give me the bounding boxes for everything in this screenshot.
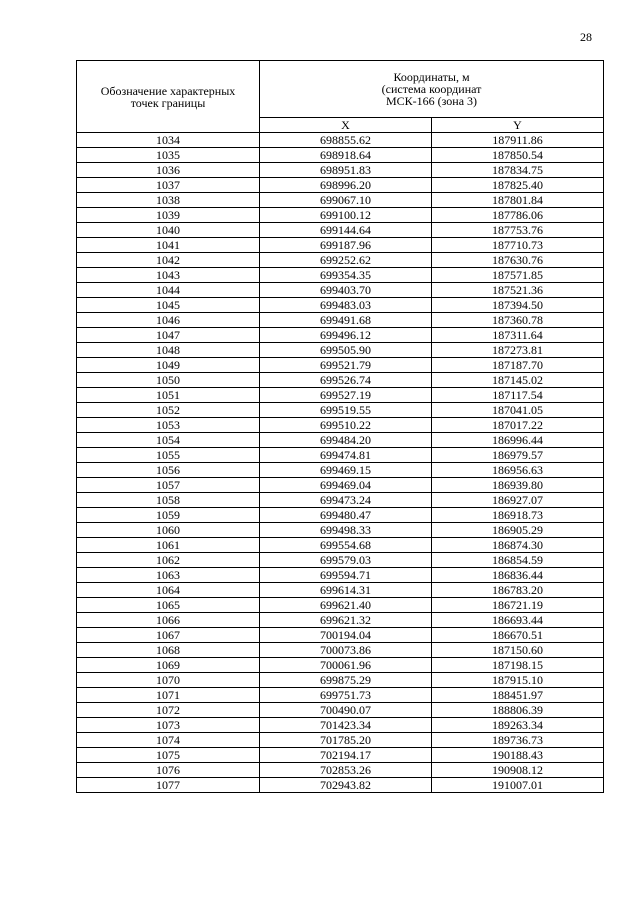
table-body — [77, 133, 604, 793]
point-id-cell: 1045 — [77, 298, 260, 313]
table-row — [77, 568, 604, 583]
table-row — [77, 538, 604, 553]
point-id-cell: 1041 — [77, 238, 260, 253]
table-row — [77, 628, 604, 643]
header-coords-line3: МСК-166 (зона 3) — [385, 94, 478, 108]
table-row — [77, 148, 604, 163]
y-cell: 189263.34 — [432, 718, 604, 733]
table-row — [77, 163, 604, 178]
y-cell: 187041.05 — [432, 403, 604, 418]
x-cell: 699480.47 — [260, 508, 432, 523]
y-cell: 187753.76 — [432, 223, 604, 238]
point-id-cell: 1038 — [77, 193, 260, 208]
point-id-cell: 1040 — [77, 223, 260, 238]
point-id-cell: 1044 — [77, 283, 260, 298]
x-cell: 700061.96 — [260, 658, 432, 673]
table-row — [77, 373, 604, 388]
point-id-cell: 1062 — [77, 553, 260, 568]
point-id-cell: 1075 — [77, 748, 260, 763]
point-id-cell: 1073 — [77, 718, 260, 733]
table-row — [77, 733, 604, 748]
x-cell: 699100.12 — [260, 208, 432, 223]
table-row — [77, 478, 604, 493]
table-row — [77, 313, 604, 328]
x-cell: 699067.10 — [260, 193, 432, 208]
point-id-cell: 1066 — [77, 613, 260, 628]
y-cell: 186783.20 — [432, 583, 604, 598]
x-cell: 699474.81 — [260, 448, 432, 463]
x-cell: 699594.71 — [260, 568, 432, 583]
x-cell: 699621.32 — [260, 613, 432, 628]
x-cell: 701423.34 — [260, 718, 432, 733]
point-id-cell: 1056 — [77, 463, 260, 478]
table-row — [77, 508, 604, 523]
point-id-cell: 1076 — [77, 763, 260, 778]
x-cell: 699252.62 — [260, 253, 432, 268]
x-cell: 698996.20 — [260, 178, 432, 193]
header-x: X — [260, 118, 432, 133]
table-row — [77, 493, 604, 508]
x-cell: 699614.31 — [260, 583, 432, 598]
y-cell: 186979.57 — [432, 448, 604, 463]
y-cell: 186918.73 — [432, 508, 604, 523]
point-id-cell: 1036 — [77, 163, 260, 178]
y-cell: 187360.78 — [432, 313, 604, 328]
y-cell: 186996.44 — [432, 433, 604, 448]
header-coords-line1: Координаты, м — [393, 70, 470, 84]
point-id-cell: 1042 — [77, 253, 260, 268]
x-cell: 699496.12 — [260, 328, 432, 343]
y-cell: 187150.60 — [432, 643, 604, 658]
y-cell: 186721.19 — [432, 598, 604, 613]
y-cell: 187834.75 — [432, 163, 604, 178]
point-id-cell: 1052 — [77, 403, 260, 418]
table-row — [77, 268, 604, 283]
table-row — [77, 583, 604, 598]
point-id-cell: 1035 — [77, 148, 260, 163]
point-id-cell: 1034 — [77, 133, 260, 148]
x-cell: 702943.82 — [260, 778, 432, 793]
x-cell: 698951.83 — [260, 163, 432, 178]
y-cell: 188451.97 — [432, 688, 604, 703]
x-cell: 699498.33 — [260, 523, 432, 538]
table-row — [77, 523, 604, 538]
point-id-cell: 1049 — [77, 358, 260, 373]
y-cell: 186854.59 — [432, 553, 604, 568]
point-id-cell: 1050 — [77, 373, 260, 388]
header-designation-line2: точек границы — [130, 95, 206, 110]
y-cell: 187521.36 — [432, 283, 604, 298]
point-id-cell: 1058 — [77, 493, 260, 508]
table-row — [77, 208, 604, 223]
y-cell: 186693.44 — [432, 613, 604, 628]
table-header-row — [77, 61, 604, 118]
y-cell: 190908.12 — [432, 763, 604, 778]
table-row — [77, 613, 604, 628]
y-cell: 187710.73 — [432, 238, 604, 253]
y-cell: 191007.01 — [432, 778, 604, 793]
x-cell: 699510.22 — [260, 418, 432, 433]
x-cell: 698855.62 — [260, 133, 432, 148]
table-row — [77, 328, 604, 343]
y-cell: 187850.54 — [432, 148, 604, 163]
x-cell: 701785.20 — [260, 733, 432, 748]
x-cell: 699469.04 — [260, 478, 432, 493]
y-cell: 187394.50 — [432, 298, 604, 313]
y-cell: 187187.70 — [432, 358, 604, 373]
y-cell: 187911.86 — [432, 133, 604, 148]
table-row — [77, 358, 604, 373]
header-designation-line1: Обозначение характерных — [100, 83, 236, 98]
point-id-cell: 1046 — [77, 313, 260, 328]
x-cell: 699491.68 — [260, 313, 432, 328]
point-id-cell: 1039 — [77, 208, 260, 223]
header-coordinates — [260, 61, 604, 118]
point-id-cell: 1059 — [77, 508, 260, 523]
x-cell: 699484.20 — [260, 433, 432, 448]
table-row — [77, 688, 604, 703]
y-cell: 186874.30 — [432, 538, 604, 553]
y-cell: 187915.10 — [432, 673, 604, 688]
point-id-cell: 1051 — [77, 388, 260, 403]
coordinates-table — [76, 60, 604, 793]
table-row — [77, 658, 604, 673]
point-id-cell: 1060 — [77, 523, 260, 538]
x-cell: 700490.07 — [260, 703, 432, 718]
x-cell: 699403.70 — [260, 283, 432, 298]
y-cell: 187117.54 — [432, 388, 604, 403]
x-cell: 699483.03 — [260, 298, 432, 313]
point-id-cell: 1065 — [77, 598, 260, 613]
table-row — [77, 223, 604, 238]
y-cell: 188806.39 — [432, 703, 604, 718]
x-cell: 699187.96 — [260, 238, 432, 253]
point-id-cell: 1037 — [77, 178, 260, 193]
x-cell: 702853.26 — [260, 763, 432, 778]
point-id-cell: 1069 — [77, 658, 260, 673]
y-cell: 186836.44 — [432, 568, 604, 583]
point-id-cell: 1063 — [77, 568, 260, 583]
x-cell: 699751.73 — [260, 688, 432, 703]
point-id-cell: 1054 — [77, 433, 260, 448]
table-row — [77, 283, 604, 298]
y-cell: 187198.15 — [432, 658, 604, 673]
table-row — [77, 778, 604, 793]
x-cell: 699527.19 — [260, 388, 432, 403]
point-id-cell: 1047 — [77, 328, 260, 343]
y-cell: 186927.07 — [432, 493, 604, 508]
point-id-cell: 1043 — [77, 268, 260, 283]
y-cell: 187273.81 — [432, 343, 604, 358]
x-cell: 699875.29 — [260, 673, 432, 688]
table-row — [77, 463, 604, 478]
y-cell: 186670.51 — [432, 628, 604, 643]
y-cell: 187825.40 — [432, 178, 604, 193]
y-cell: 187786.06 — [432, 208, 604, 223]
header-coords-line2: (система координат — [381, 82, 482, 96]
y-cell: 187801.84 — [432, 193, 604, 208]
point-id-cell: 1068 — [77, 643, 260, 658]
y-cell: 189736.73 — [432, 733, 604, 748]
y-cell: 190188.43 — [432, 748, 604, 763]
y-cell: 187311.64 — [432, 328, 604, 343]
y-cell: 187017.22 — [432, 418, 604, 433]
y-cell: 187145.02 — [432, 373, 604, 388]
y-cell: 186939.80 — [432, 478, 604, 493]
table-row — [77, 748, 604, 763]
table-row — [77, 718, 604, 733]
y-cell: 187571.85 — [432, 268, 604, 283]
table-row — [77, 763, 604, 778]
point-id-cell: 1057 — [77, 478, 260, 493]
table-row — [77, 403, 604, 418]
point-id-cell: 1074 — [77, 733, 260, 748]
table-row — [77, 133, 604, 148]
table-row — [77, 388, 604, 403]
x-cell: 699521.79 — [260, 358, 432, 373]
point-id-cell: 1070 — [77, 673, 260, 688]
point-id-cell: 1077 — [77, 778, 260, 793]
point-id-cell: 1064 — [77, 583, 260, 598]
y-cell: 187630.76 — [432, 253, 604, 268]
table-row — [77, 703, 604, 718]
x-cell: 699354.35 — [260, 268, 432, 283]
table-row — [77, 193, 604, 208]
x-cell: 699526.74 — [260, 373, 432, 388]
x-cell: 698918.64 — [260, 148, 432, 163]
table-row — [77, 553, 604, 568]
point-id-cell: 1071 — [77, 688, 260, 703]
table-row — [77, 238, 604, 253]
table-row — [77, 433, 604, 448]
point-id-cell: 1067 — [77, 628, 260, 643]
point-id-cell: 1048 — [77, 343, 260, 358]
header-y: Y — [432, 118, 604, 133]
x-cell: 699473.24 — [260, 493, 432, 508]
x-cell: 699469.15 — [260, 463, 432, 478]
x-cell: 699579.03 — [260, 553, 432, 568]
table-row — [77, 673, 604, 688]
table-row — [77, 298, 604, 313]
point-id-cell: 1061 — [77, 538, 260, 553]
table-row — [77, 343, 604, 358]
point-id-cell: 1053 — [77, 418, 260, 433]
x-cell: 700073.86 — [260, 643, 432, 658]
x-cell: 700194.04 — [260, 628, 432, 643]
table-row — [77, 253, 604, 268]
table-row — [77, 448, 604, 463]
x-cell: 699554.68 — [260, 538, 432, 553]
page-number: 28 — [580, 30, 592, 44]
y-cell: 186905.29 — [432, 523, 604, 538]
point-id-cell: 1055 — [77, 448, 260, 463]
table-row — [77, 598, 604, 613]
header-point-designation — [77, 61, 260, 133]
table-row — [77, 418, 604, 433]
table-row — [77, 643, 604, 658]
point-id-cell: 1072 — [77, 703, 260, 718]
table-row — [77, 178, 604, 193]
y-cell: 186956.63 — [432, 463, 604, 478]
x-cell: 699144.64 — [260, 223, 432, 238]
x-cell: 699519.55 — [260, 403, 432, 418]
x-cell: 699621.40 — [260, 598, 432, 613]
x-cell: 699505.90 — [260, 343, 432, 358]
x-cell: 702194.17 — [260, 748, 432, 763]
